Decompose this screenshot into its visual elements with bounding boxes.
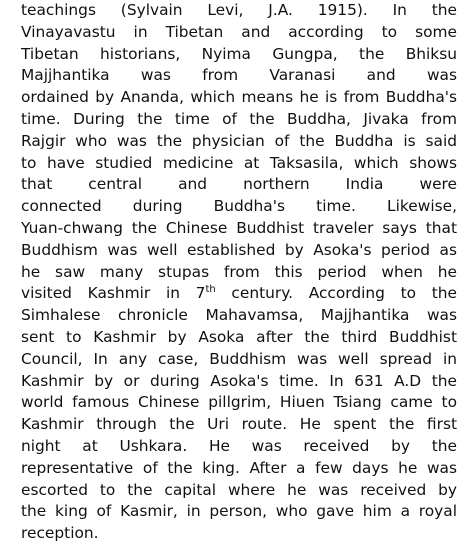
text-line: Kashmir by or during Asoka's time. In 631 A.D the	[21, 371, 457, 390]
text-line	[21, 283, 457, 305]
text-line: reception.	[21, 524, 99, 543]
text-segment: century. According to the	[215, 284, 457, 303]
text-line: to have studied medicine at Taksasila, which shows	[21, 153, 457, 172]
text-line: time. During the time of the Buddha, Jivaka from	[21, 109, 457, 128]
text-line: the king of Kasmir, in person, who gave him a royal	[21, 502, 457, 521]
text-line: ordained by Ananda, which means he is from Buddha's	[21, 88, 457, 107]
text-line: Council, In any case, Buddhism was well spread in	[21, 349, 457, 368]
text-line: world famous Chinese pillgrim, Hiuen Tsiang came to	[21, 393, 457, 412]
text-line: he saw many stupas from this period when he	[21, 262, 457, 281]
text-line: connected during Buddha's time. Likewise,	[21, 197, 457, 216]
text-segment: visited Kashmir in 7	[21, 284, 206, 303]
text-line: Vinayavastu in Tibetan and according to some	[21, 22, 457, 41]
superscript: th	[205, 284, 216, 296]
text-line: Simhalese chronicle Mahavamsa, Majjhantika was	[21, 306, 457, 325]
text-line: Rajgir who was the physician of the Buddha is said	[21, 131, 457, 150]
text-line: night at Ushkara. He was received by the	[21, 436, 457, 455]
text-line: Majjhantika was from Varanasi and was	[21, 66, 457, 85]
text-line: Yuan-chwang the Chinese Buddhist traveler says that	[21, 218, 457, 237]
text-line: representative of the king. After a few days he was	[21, 458, 457, 477]
text-line: sent to Kashmir by Asoka after the third Buddhist	[21, 327, 457, 346]
text-line: that central and northern India were	[21, 175, 457, 194]
text-line: Buddhism was well established by Asoka's period as	[21, 240, 457, 259]
text-line: Tibetan historians, Nyima Gungpa, the Bhiksu	[21, 44, 457, 63]
text-line: teachings (Sylvain Levi, J.A. 1915). In the	[21, 1, 457, 19]
text-line: Kashmir through the Uri route. He spent the first	[21, 415, 457, 434]
document-page	[21, 0, 457, 545]
text-line: escorted to the capital where he was received by	[21, 480, 457, 499]
